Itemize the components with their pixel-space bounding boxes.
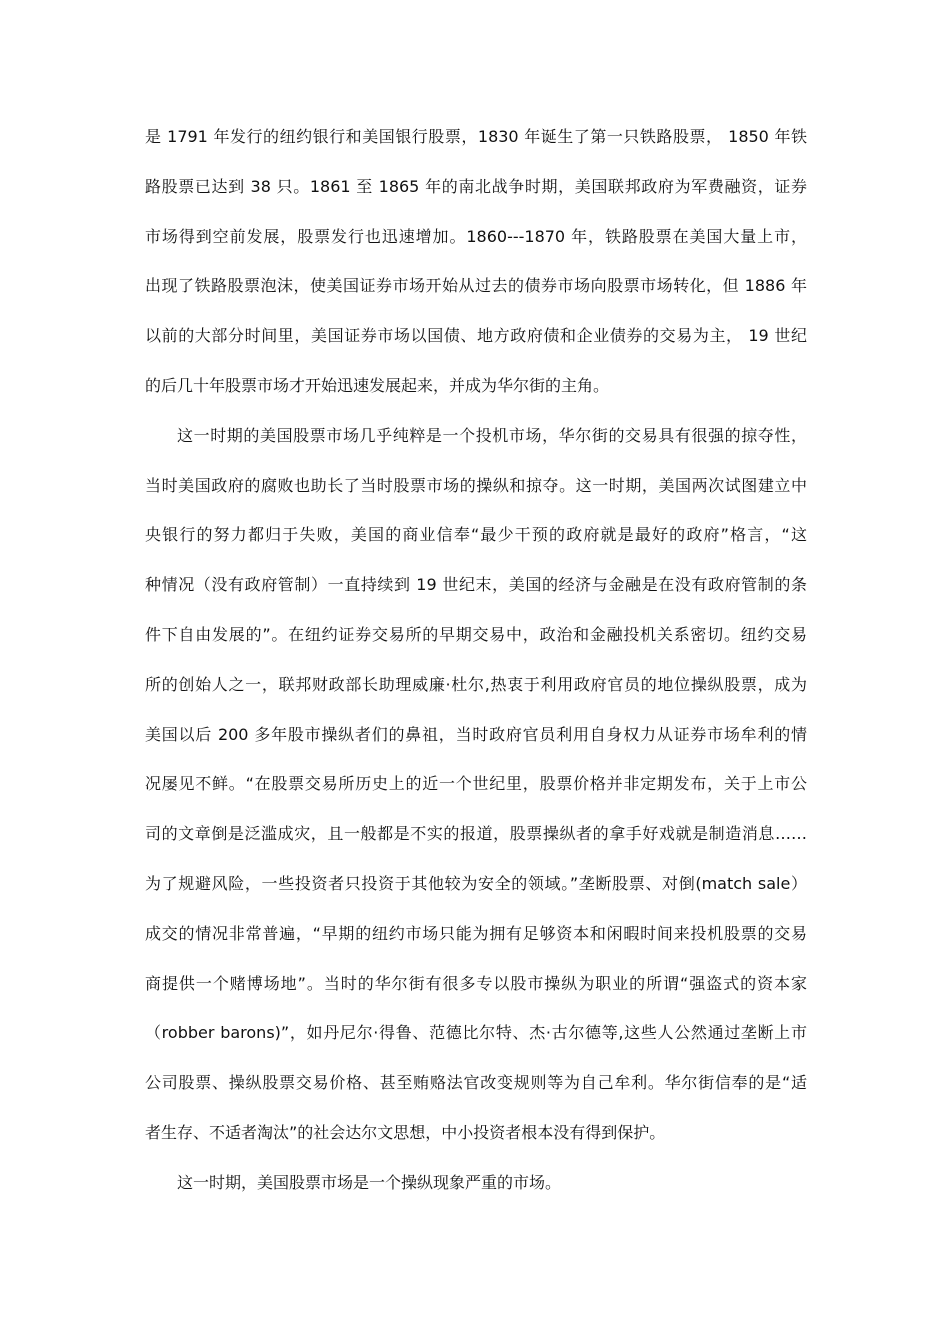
text-line: 出现了铁路股票泡沫，使美国证券市场开始从过去的债券市场向股票市场转化，但 1886 年	[145, 276, 807, 296]
paragraph-3	[145, 1164, 807, 1214]
text-line: 为了规避风险，一些投资者只投资于其他较为安全的领域。”垄断股票、对倒(match sale）	[145, 873, 807, 893]
document-body	[145, 118, 807, 1214]
text-line: 这一时期的美国股票市场几乎纯粹是一个投机市场，华尔街的交易具有很强的掠夺性，	[177, 425, 807, 445]
text-line: 央银行的努力都归于失败，美国的商业信奉“最少干预的政府就是最好的政府”格言，“这	[145, 525, 807, 545]
text-line: 司的文章倒是泛滥成灾，且一般都是不实的报道，股票操纵者的拿手好戏就是制造消息……	[145, 824, 807, 844]
text-line: （robber barons)”，如丹尼尔·得鲁、范德比尔特、杰·古尔德等,这些人公然通过垄断上市	[145, 1023, 807, 1043]
text-line: 市场得到空前发展，股票发行也迅速增加。1860---1870 年，铁路股票在美国大量上市，	[145, 226, 807, 246]
text-line: 这一时期，美国股票市场是一个操纵现象严重的市场。	[177, 1172, 562, 1192]
text-line: 种情况（没有政府管制）一直持续到 19 世纪末，美国的经济与金融是在没有政府管制的条	[145, 575, 807, 595]
text-line: 商提供一个赌博场地”。当时的华尔街有很多专以股市操纵为职业的所谓“强盗式的资本家	[145, 973, 807, 993]
text-line: 的后几十年股票市场才开始迅速发展起来，并成为华尔街的主角。	[145, 375, 610, 395]
paragraph-1	[145, 118, 807, 417]
text-line: 所的创始人之一，联邦财政部长助理威廉·杜尔,热衷于利用政府官员的地位操纵股票，成为	[145, 674, 807, 694]
paragraph-2	[145, 417, 807, 1164]
text-line: 路股票已达到 38 只。1861 至 1865 年的南北战争时期，美国联邦政府为军费融资，证券	[145, 176, 807, 196]
text-line: 况屡见不鲜。“在股票交易所历史上的近一个世纪里，股票价格并非定期发布，关于上市公	[145, 774, 807, 794]
text-line: 件下自由发展的”。在纽约证券交易所的早期交易中，政治和金融投机关系密切。纽约交易	[145, 624, 807, 644]
text-line: 者生存、不适者淘汰”的社会达尔文思想，中小投资者根本没有得到保护。	[145, 1122, 666, 1142]
text-line: 成交的情况非常普遍，“早期的纽约市场只能为拥有足够资本和闲暇时间来投机股票的交易	[145, 923, 807, 943]
text-line: 当时美国政府的腐败也助长了当时股票市场的操纵和掠夺。这一时期，美国两次试图建立中	[145, 475, 807, 495]
text-line: 以前的大部分时间里，美国证券市场以国债、地方政府债和企业债券的交易为主， 19 世纪	[145, 326, 807, 346]
text-line: 是 1791 年发行的纽约银行和美国银行股票，1830 年诞生了第一只铁路股票， 1850 年铁	[145, 127, 807, 146]
text-line: 公司股票、操纵股票交易价格、甚至贿赂法官改变规则等为自己牟利。华尔街信奉的是“适	[145, 1073, 807, 1093]
text-line: 美国以后 200 多年股市操纵者们的鼻祖，当时政府官员利用自身权力从证券市场牟利的情	[145, 724, 807, 744]
